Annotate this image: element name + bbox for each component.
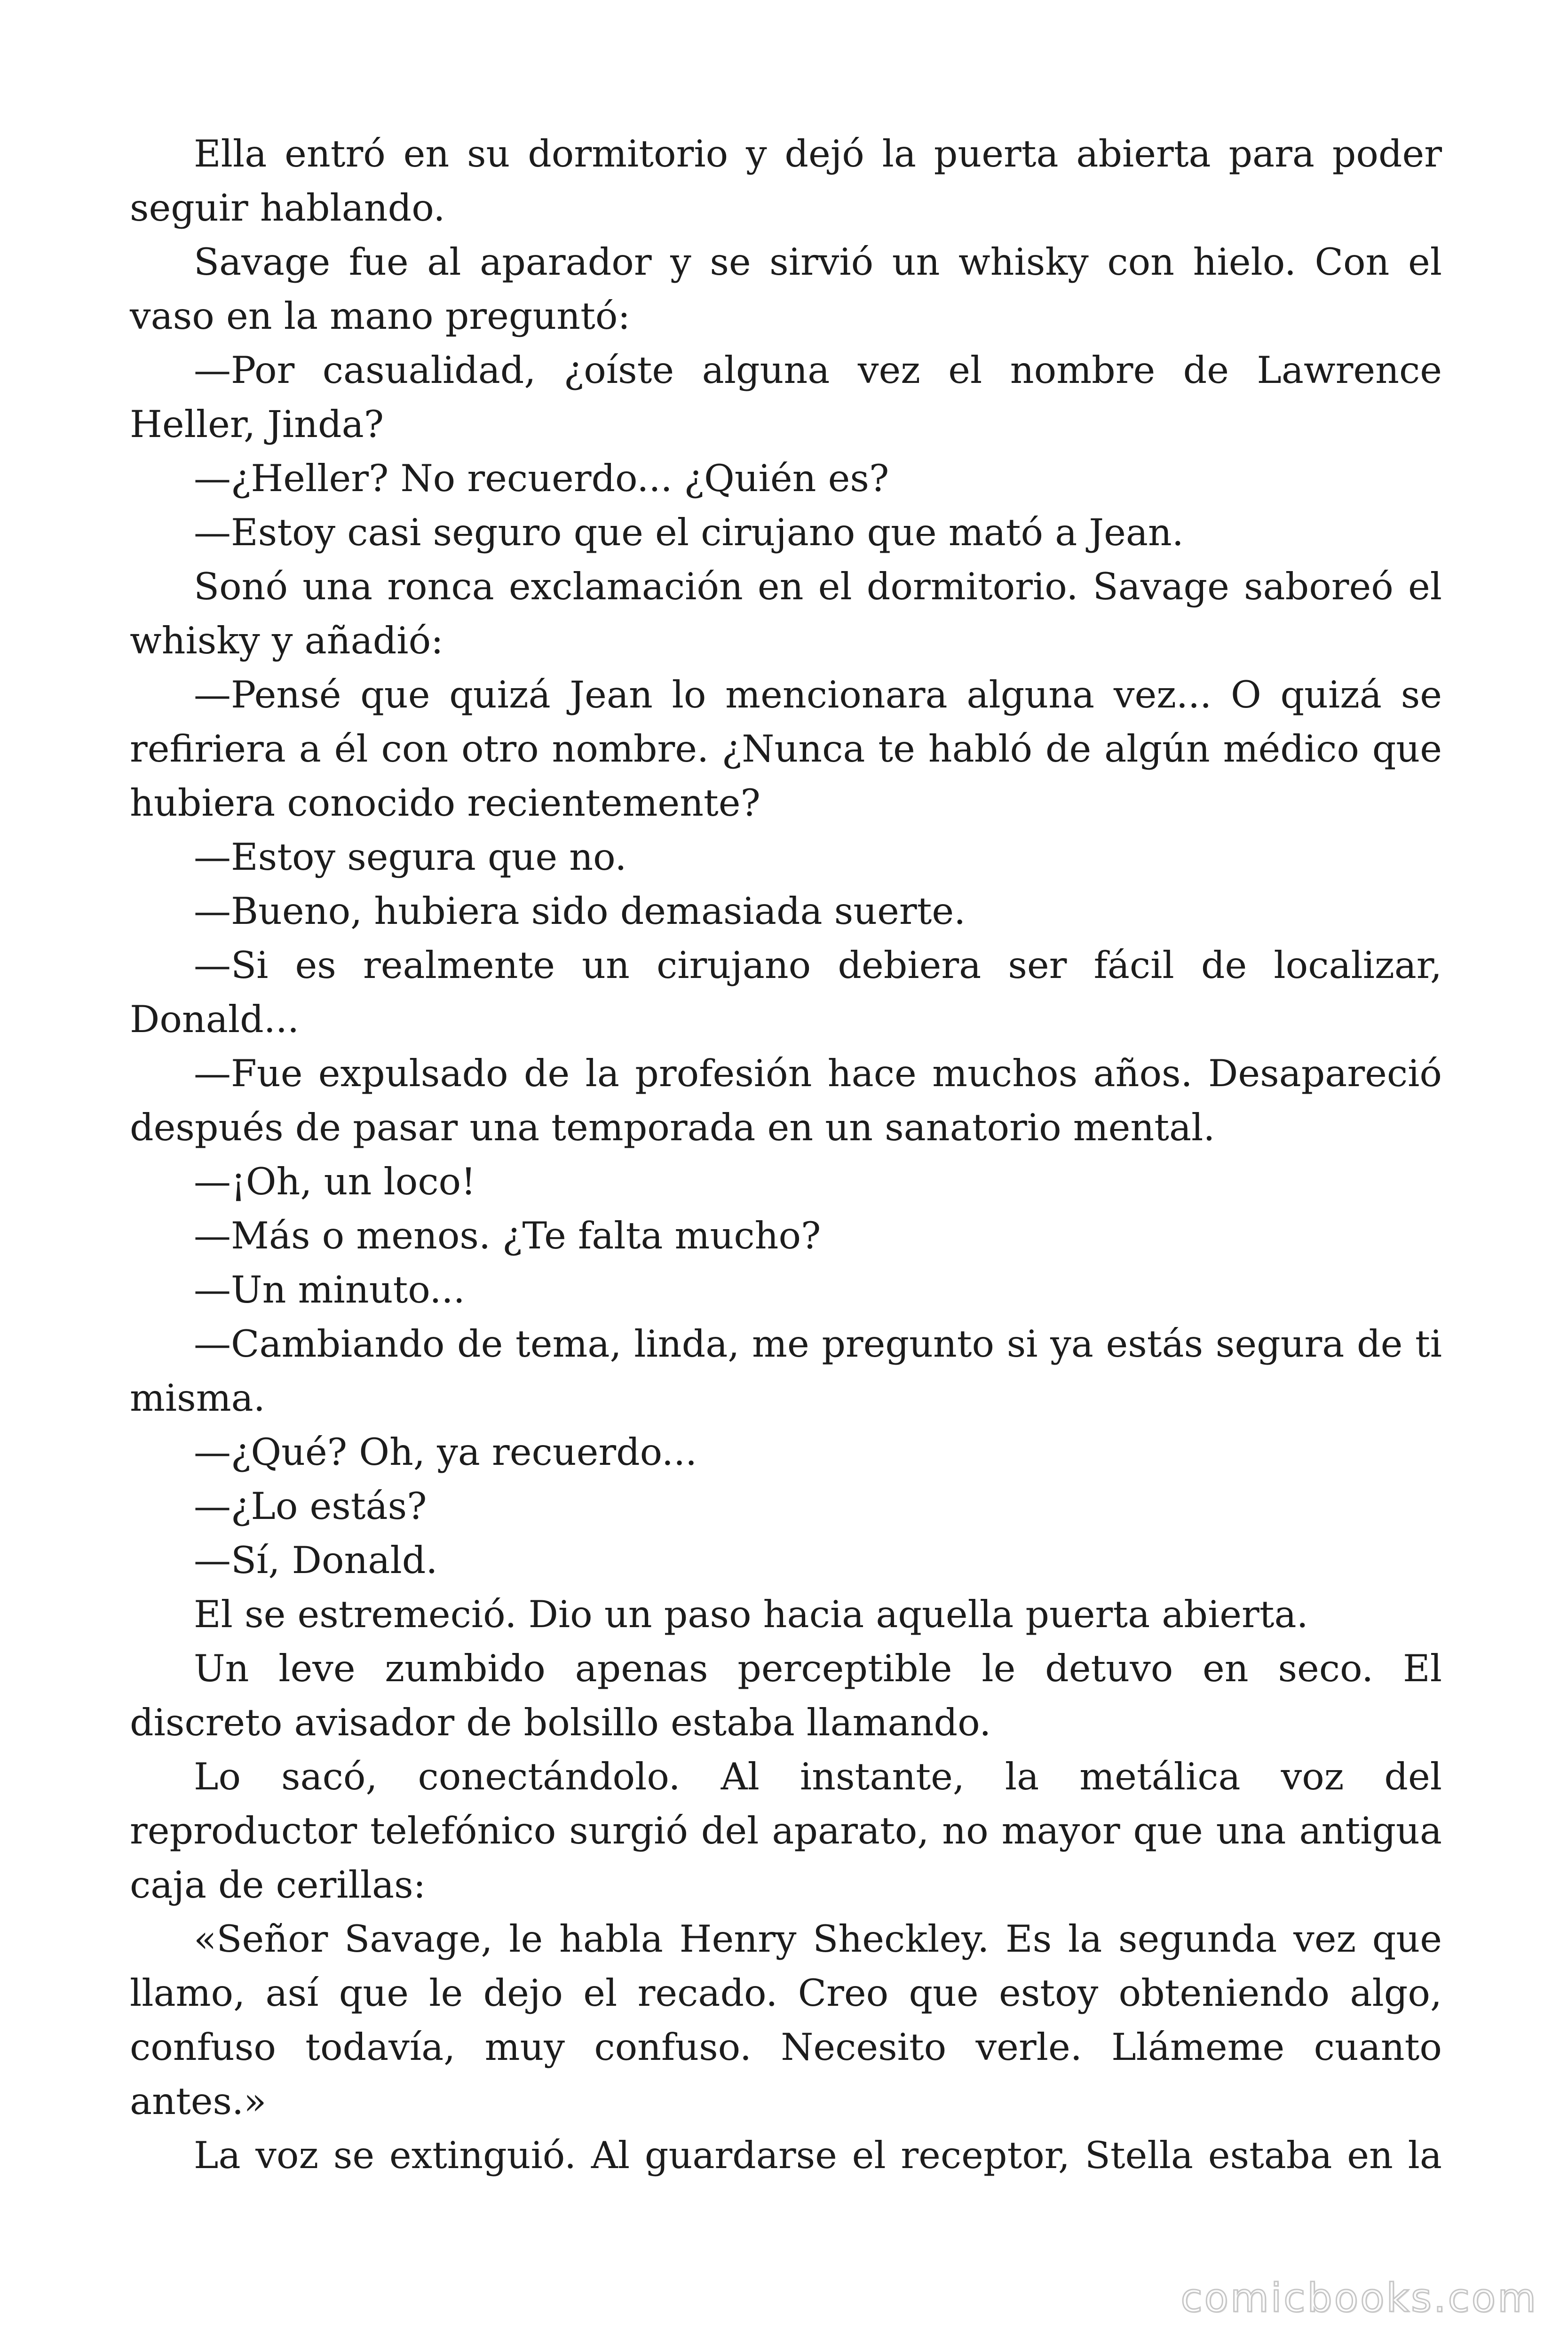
- paragraph: —Si es realmente un cirujano debiera ser fácil de localizar, Donald...: [130, 944, 1442, 1041]
- paragraph: Un leve zumbido apenas perceptible le detuvo en seco. El discreto avisador de bolsillo estaba llamando.: [130, 1647, 1442, 1744]
- paragraph: —¿Qué? Oh, ya recuerdo...: [194, 1430, 697, 1474]
- paragraph: El se estremeció. Dio un paso hacia aquella puerta abierta.: [194, 1593, 1308, 1636]
- paragraph: Lo sacó, conectándolo. Al instante, la metálica voz del reproductor telefónico surgió del aparato, no mayor que una antigua caja de cerillas:: [130, 1755, 1442, 1907]
- paragraph: Sonó una ronca exclamación en el dormitorio. Savage saboreó el whisky y añadió:: [130, 565, 1442, 662]
- watermark-text: comicbooks.com: [1180, 2275, 1538, 2321]
- paragraph: —Fue expulsado de la profesión hace muchos años. Desapareció después de pasar una temporada en un sanatorio mental.: [130, 1052, 1442, 1149]
- paragraph: —¡Oh, un loco!: [194, 1160, 476, 1203]
- paragraph: —Estoy casi seguro que el cirujano que mató a Jean.: [194, 511, 1184, 554]
- paragraph: Savage fue al aparador y se sirvió un whisky con hielo. Con el vaso en la mano preguntó:: [130, 240, 1442, 338]
- paragraph-continued: La voz se extinguió. Al guardarse el receptor, Stella estaba en la: [194, 2134, 1442, 2177]
- paragraph: —Un minuto...: [194, 1268, 465, 1311]
- paragraph: —Cambiando de tema, linda, me pregunto si ya estás segura de ti misma.: [130, 1322, 1442, 1420]
- body-text: [130, 127, 1442, 2183]
- paragraph: —¿Heller? No recuerdo... ¿Quién es?: [194, 457, 889, 500]
- paragraph: —Bueno, hubiera sido demasiada suerte.: [194, 890, 966, 933]
- paragraph: Ella entró en su dormitorio y dejó la puerta abierta para poder seguir hablando.: [130, 132, 1442, 230]
- paragraph: —Pensé que quizá Jean lo mencionara alguna vez... O quizá se refiriera a él con otro nombre. ¿Nunca te habló de algún médico que hubiera conocido recientemente?: [130, 673, 1442, 825]
- paragraph: «Señor Savage, le habla Henry Sheckley. Es la segunda vez que llamo, así que le dejo el recado. Creo que estoy obteniendo algo, confuso todavía, muy confuso. Necesito verle. Llámeme cuanto antes.»: [130, 1917, 1442, 2123]
- paragraph: —Sí, Donald.: [194, 1539, 438, 1582]
- paragraph: —Estoy segura que no.: [194, 835, 627, 879]
- paragraph: —¿Lo estás?: [194, 1485, 427, 1528]
- paragraph: —Más o menos. ¿Te falta mucho?: [194, 1214, 821, 1257]
- paragraph: —Por casualidad, ¿oíste alguna vez el nombre de Lawrence Heller, Jinda?: [130, 349, 1442, 446]
